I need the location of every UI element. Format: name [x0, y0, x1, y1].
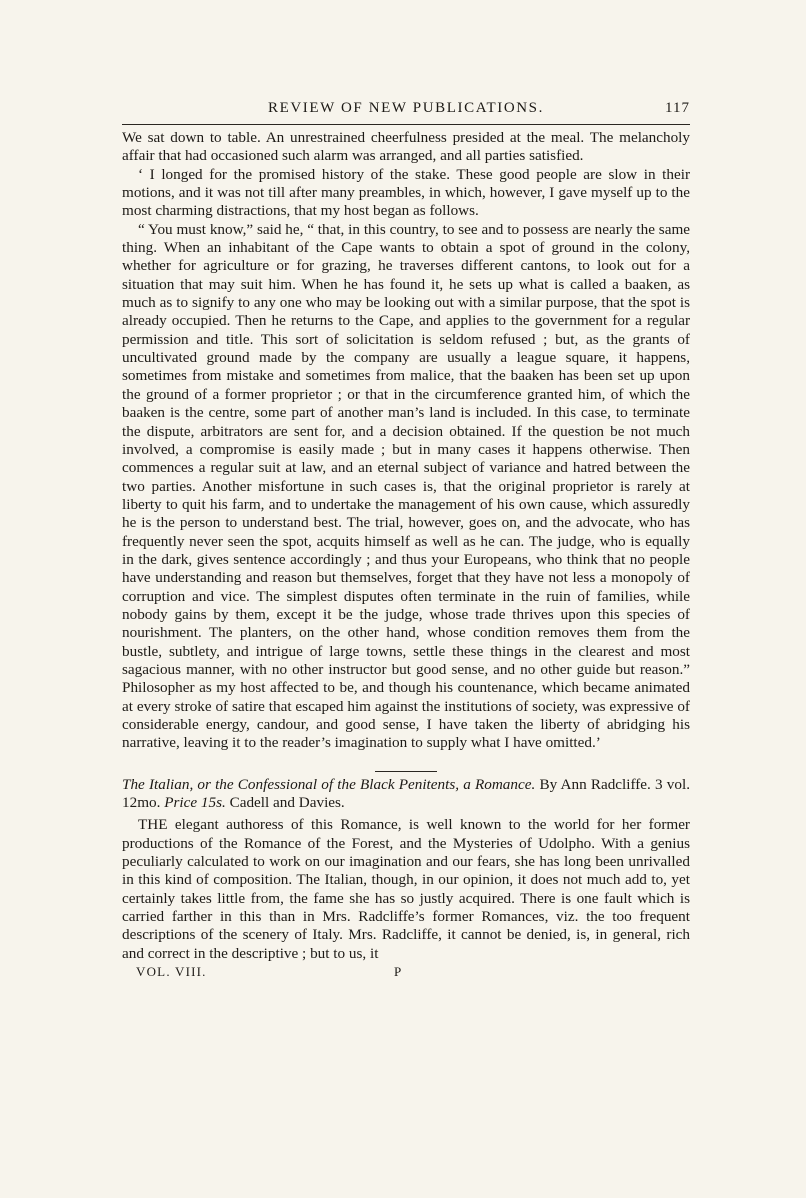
paragraph-table: We sat down to table. An unrestrained cheerfulness presided at the meal. The melancholy affair that had occasioned such alarm was arranged, and all parties satisfied. — [122, 129, 690, 165]
page-number: 117 — [665, 100, 690, 116]
review-body — [122, 816, 690, 963]
paragraph-host-narrative: “ You must know,” said he, “ that, in this country, to see and to possess are nearly the same thing. When an inhabitant of the Cape wants to obtain a spot of ground in the colony, whether for agriculture or for grazing, he traverses different cantons, to look out for a situation that may suit him. When he has found it, he sets up what is called a baaken, as much as to signify to any one who may be looking out with a similar purpose, that the spot is already occupied. Then he returns to the Cape, and applies to the government for a regular permission and title. This sort of solicitation is seldom refused ; but, as the grants of uncultivated ground made by the company are usually a league square, it happens, sometimes from mistake and sometimes from malice, that the baaken has been set up upon the ground of a former proprietor ; or that in the circumference granted him, of which the baaken is the centre, some part of another man’s land is included. In this case, to terminate the dispute, arbitrators are sent for, and a decision obtained. If the question be not much involved, a compromise is easily made ; but in many cases it happens otherwise. Then commences a regular suit at law, and an eternal subject of variance and hatred between the two parties. Another misfortune in such cases is, that the original proprietor is rarely at liberty to quit his farm, and to undertake the management of his own cause, which assuredly he is the person to understand best. The trial, however, goes on, and the advocate, who has frequently never seen the spot, acquits himself as well as he can. The judge, who is equally in the dark, gives sentence accordingly ; and thus your Europeans, who think that no people have understanding and reason but themselves, forget that they have not less a monopoly of corruption and vice. The simplest disputes often terminate in the ruin of families, while nobody gains by them, except it be the judge, whose trade thrives upon this species of nourishment. The planters, on the other hand, whose condition removes them from the bustle, subtlety, and intrigue of large towns, settle these things in the clearest and most sagacious manner, with no other instructor but good sense, and no other guide but reason.” Philosopher as my host affected to be, and though his countenance, which became animated at every stroke of satire that escaped him against the institutions of society, was expressive of considerable energy, candour, and good sense, I have taken the liberty of abridging his narrative, leaving it to the reader’s imagination to supply what I have omitted.’ — [122, 220, 690, 752]
book-details: 3 vol. 12mo. — [122, 775, 690, 812]
review-paragraph: THE elegant authoress of this Romance, is well known to the world for her former productions of the Romance of the Forest, and the Mysteries of Udolpho. With a genius peculiarly calculated to work on our imagination and our fears, she has long been unrivalled in this kind of composition. The Italian, though, in our opinion, it does not much add to, yet certainly takes little from, the fame she has so justly acquired. There is one fault which is carried farther in this than in Mrs. Radcliffe’s former Romances, viz. the too frequent descriptions of the scenery of Italy. Mrs. Radcliffe, it cannot be denied, is, in general, rich and correct in the descriptive ; but to us, it — [122, 816, 690, 962]
book-price: Price 15s. — [164, 794, 226, 812]
running-title: REVIEW OF NEW PUBLICATIONS. — [268, 100, 544, 116]
review-heading — [122, 776, 690, 813]
book-page — [122, 96, 690, 983]
page-footer — [122, 963, 690, 983]
book-author: By Ann Radcliffe. — [539, 775, 651, 793]
book-title: The Italian, or the Confessional of the Black Penitents, a Romance. — [122, 775, 536, 793]
section-divider — [375, 771, 437, 772]
book-publisher: Cadell and Davies. — [229, 794, 345, 812]
article-body — [122, 129, 690, 753]
paragraph-stake-history: ‘ I longed for the promised history of the stake. These good people are slow in their motions, and it was not till after many preambles, in which, however, I gave myself up to the most charming distractions, that my host began as follows. — [122, 165, 690, 220]
running-header — [122, 96, 690, 125]
signature-mark: P — [394, 964, 402, 980]
volume-signature: VOL. VIII. — [136, 964, 207, 980]
